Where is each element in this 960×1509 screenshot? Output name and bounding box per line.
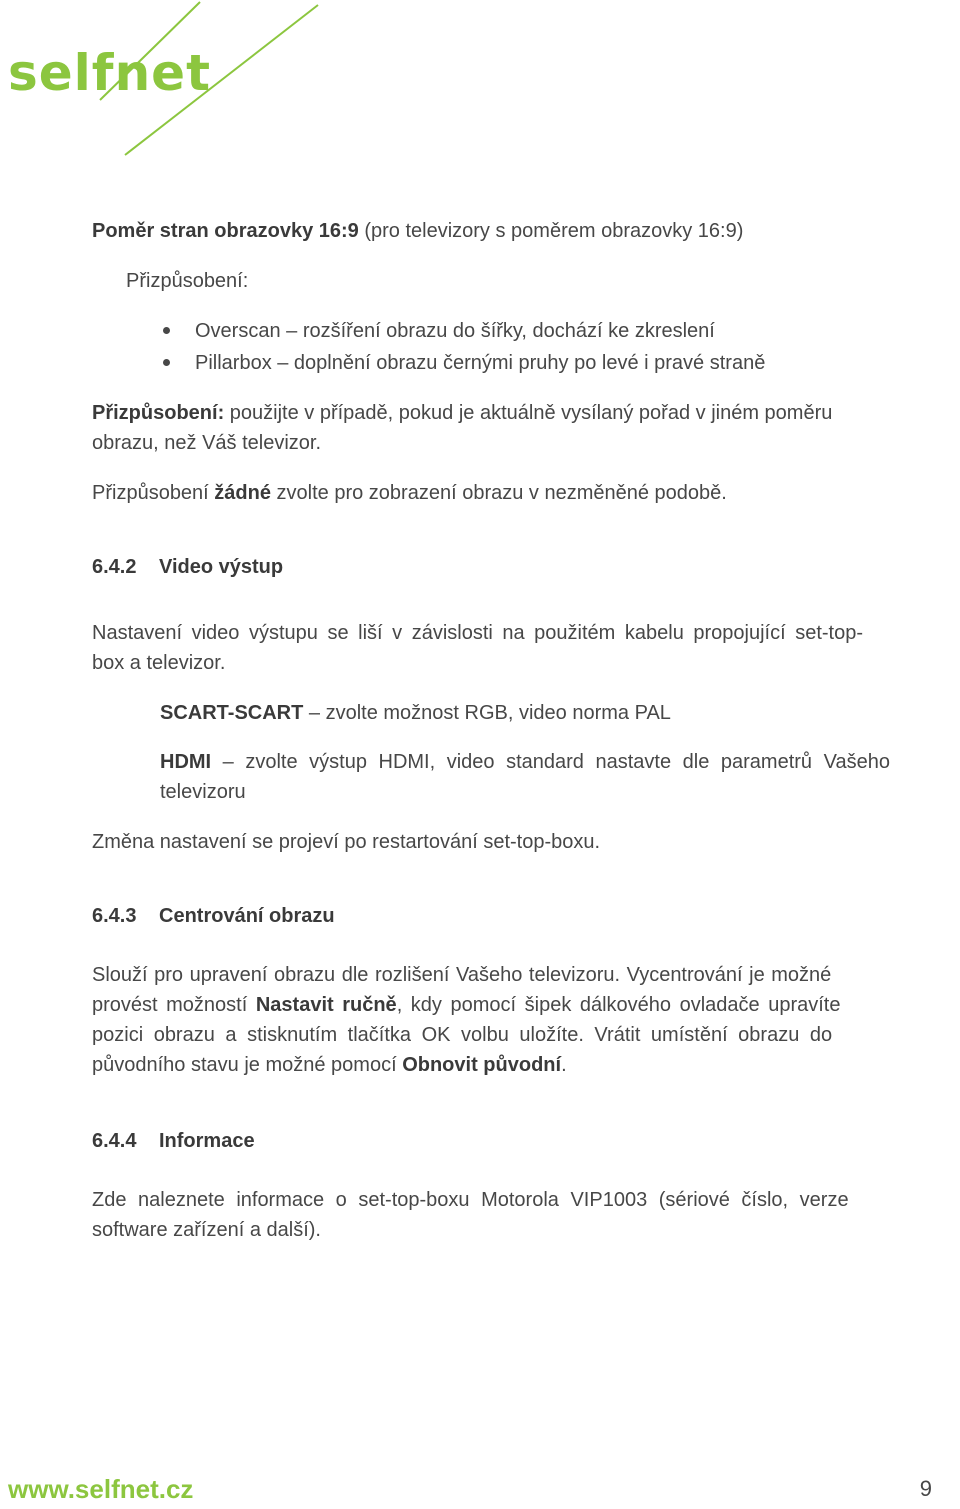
adjust-none-paragraph xyxy=(92,478,727,508)
bullet-dot-icon xyxy=(163,327,170,334)
centering-line2-start: provést možností xyxy=(92,994,256,1016)
scart-rest: – zvolte možnost RGB, video norma PAL xyxy=(303,702,671,724)
heading-644-title: Informace xyxy=(159,1130,255,1152)
adjust-none-end: zvolte pro zobrazení obrazu v nezměněné podobě. xyxy=(270,482,727,504)
centering-line2-end: , kdy pomocí šipek dálkového ovladače upravíte xyxy=(396,994,841,1016)
centering-line2 xyxy=(92,990,841,1020)
footer-url[interactable]: www.selfnet.cz xyxy=(8,1474,194,1504)
heading-644 xyxy=(92,1130,255,1153)
hdmi-option-line2: televizoru xyxy=(160,781,246,803)
centering-restore-bold: Obnovit původní xyxy=(402,1054,562,1076)
heading-642-number: 6.4.2 xyxy=(92,556,137,578)
adjust-paragraph-line1 xyxy=(92,398,832,428)
video-intro-line1: Nastavení video výstupu se liší v závislosti na použitém kabelu propojující set-top- xyxy=(92,622,864,644)
scart-bold: SCART-SCART xyxy=(160,702,304,724)
section-169-title xyxy=(92,216,743,246)
heading-643-number: 6.4.3 xyxy=(92,905,137,927)
bullet-item: Pillarbox – doplnění obrazu černými pruhy po levé i pravé straně xyxy=(195,352,766,374)
adjust-paragraph-rest: použijte v případě, pokud je aktuálně vysílaný pořad v jiném poměru xyxy=(224,402,833,424)
centering-line3: pozici obrazu a stisknutím tlačítka OK volbu uložíte. Vrátit umístění obrazu do xyxy=(92,1024,833,1046)
adjust-none-bold: žádné xyxy=(214,482,271,504)
heading-642 xyxy=(92,556,283,579)
adjust-label: Přizpůsobení: xyxy=(126,270,249,292)
adjust-paragraph-line2: obrazu, než Váš televizor. xyxy=(92,432,322,454)
centering-line4-end: . xyxy=(561,1054,567,1076)
hdmi-option-line1 xyxy=(160,747,890,777)
heading-643-title: Centrování obrazu xyxy=(159,905,335,927)
section-169-title-rest: (pro televizory s poměrem obrazovky 16:9) xyxy=(358,220,744,242)
centering-manual-bold: Nastavit ručně xyxy=(255,994,397,1016)
info-line2: software zařízení a další). xyxy=(92,1219,321,1241)
video-note: Změna nastavení se projeví po restartování set-top-boxu. xyxy=(92,831,601,853)
section-169-title-bold: Poměr stran obrazovky 16:9 xyxy=(92,220,359,242)
video-intro-line2: box a televizor. xyxy=(92,652,226,674)
heading-642-title: Video výstup xyxy=(159,556,284,578)
heading-644-number: 6.4.4 xyxy=(92,1130,137,1152)
centering-line4-start: původního stavu je možné pomocí xyxy=(92,1054,403,1076)
centering-line1: Slouží pro upravení obrazu dle rozlišení Vašeho televizoru. Vycentrování je možné xyxy=(92,964,832,986)
bullet-item: Overscan – rozšíření obrazu do šířky, dochází ke zkreslení xyxy=(195,320,715,342)
logo-text: selfnet xyxy=(8,44,211,102)
adjust-none-start: Přizpůsobení xyxy=(92,482,215,504)
selfnet-logo xyxy=(0,0,330,160)
bullet-dot-icon xyxy=(163,359,170,366)
adjust-paragraph-bold: Přizpůsobení: xyxy=(92,402,225,424)
centering-line4 xyxy=(92,1050,567,1080)
hdmi-bold: HDMI xyxy=(160,751,212,773)
info-line1: Zde naleznete informace o set-top-boxu Motorola VIP1003 (sériové číslo, verze xyxy=(92,1189,849,1211)
heading-643 xyxy=(92,905,335,928)
page-number: 9 xyxy=(919,1476,932,1501)
hdmi-rest: – zvolte výstup HDMI, video standard nastavte dle parametrů Vašeho xyxy=(211,751,890,773)
scart-option xyxy=(160,698,671,728)
